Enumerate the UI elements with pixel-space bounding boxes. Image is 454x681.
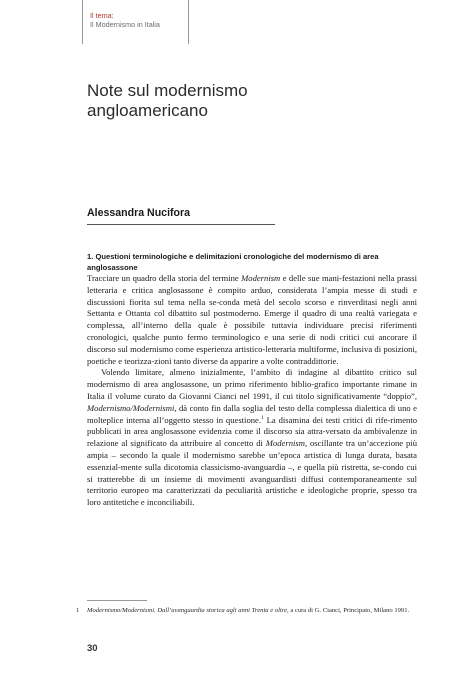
p1-text-a: Tracciare un quadro della storia del termine bbox=[87, 273, 242, 283]
page-number: 30 bbox=[87, 643, 98, 654]
p1-text-b: e delle sue mani-festazioni nella prassi letteraria e critica anglosassone è compito arduo, considerata l’ampia messe di studi e discussioni fiorita sul tema nella se-conda metà del secolo scorso e rinverditasi negli anni Settanta e Ottanta col dibattito sul postmoderno. Emerge il quadro di una realtà variegata e complessa, all’interno della quale è possibile tuttavia individuare precisi riferimenti cronologici, qualche punto fermo terminologico e una serie di nodi critici cui ancorare il discorso sul modernismo come esperienza artistico-letteraria multiforme, inclusiva di posizioni, poetiche e teorizza-zioni tanto diverse da apparire a volte contraddittorie. bbox=[87, 273, 417, 366]
p2-text-c: La disamina dei testi critici di rife-rimento pubblicati in area anglosassone evidenzia come il discorso sia attra-versato da ambivalenze in relazione al significato da attribuire al concetto di bbox=[87, 414, 417, 449]
footnote-rest: , a cura di G. Cianci, Principato, Milano 1991. bbox=[287, 607, 410, 614]
header-divider-left bbox=[82, 0, 83, 44]
p1-term: Modernism bbox=[241, 273, 281, 283]
author-rule bbox=[87, 224, 275, 225]
article-title bbox=[87, 81, 387, 121]
p2-text-b: , dà conto fin dalla soglia del testo della complessa dialettica di uno e molteplice interna all’oggetto stesso in questione. bbox=[87, 402, 417, 425]
title-line-2: angloamericano bbox=[87, 101, 208, 120]
footnote bbox=[76, 607, 417, 616]
footnote-ref[interactable]: 1 bbox=[261, 414, 264, 421]
p2-term: Modernism bbox=[265, 438, 305, 449]
p2-text-a: Volendo limitare, almeno inizialmente, l’ambito di indagine al dibattito critico sul modernismo di area anglosassone, un primo riferimento biblio-grafico importante rimane in Italia il volume curato da Giovanni Cianci nel 1991, il cui titolo significativamente “doppio”, bbox=[87, 367, 417, 401]
p2-book-title: Modernismo/Modernismi bbox=[87, 402, 175, 413]
section-heading: 1. Questioni terminologiche e delimitazioni cronologiche del modernismo di area anglosassone bbox=[87, 252, 379, 272]
title-line-1: Note sul modernismo bbox=[87, 81, 248, 100]
author-name: Alessandra Nucifora bbox=[87, 207, 191, 219]
p2-text-d: , oscillante tra un’accezione più ampia – secondo la quale il modernismo sarebbe un’epoca artistica di lunga durata, basata essenzial-mente sulla dicotomia classicismo-avanguardia –, e quella più ristretta, se-condo cui si tratterebbe di un insieme di movimenti avanguardisti diffusi contemporaneamente sul territorio europeo ma caratterizzati da peculiarità artistiche e ideologiche proprie, spesso tra loro antitetiche e inconciliabili. bbox=[87, 438, 417, 508]
footnote-number: 1 bbox=[76, 607, 80, 614]
paragraph-1 bbox=[87, 273, 417, 367]
article-body bbox=[87, 273, 417, 509]
header-divider-right bbox=[188, 0, 189, 44]
footnote-title: Modernismo/Modernismi. Dall’avanguardia storica agli anni Trenta e oltre bbox=[87, 607, 288, 614]
running-header bbox=[90, 11, 160, 29]
header-label: Il tema: bbox=[90, 11, 114, 20]
footnote-rule bbox=[87, 600, 147, 601]
header-subtitle: Il Modernismo in Italia bbox=[90, 20, 160, 29]
paragraph-2 bbox=[87, 367, 417, 509]
